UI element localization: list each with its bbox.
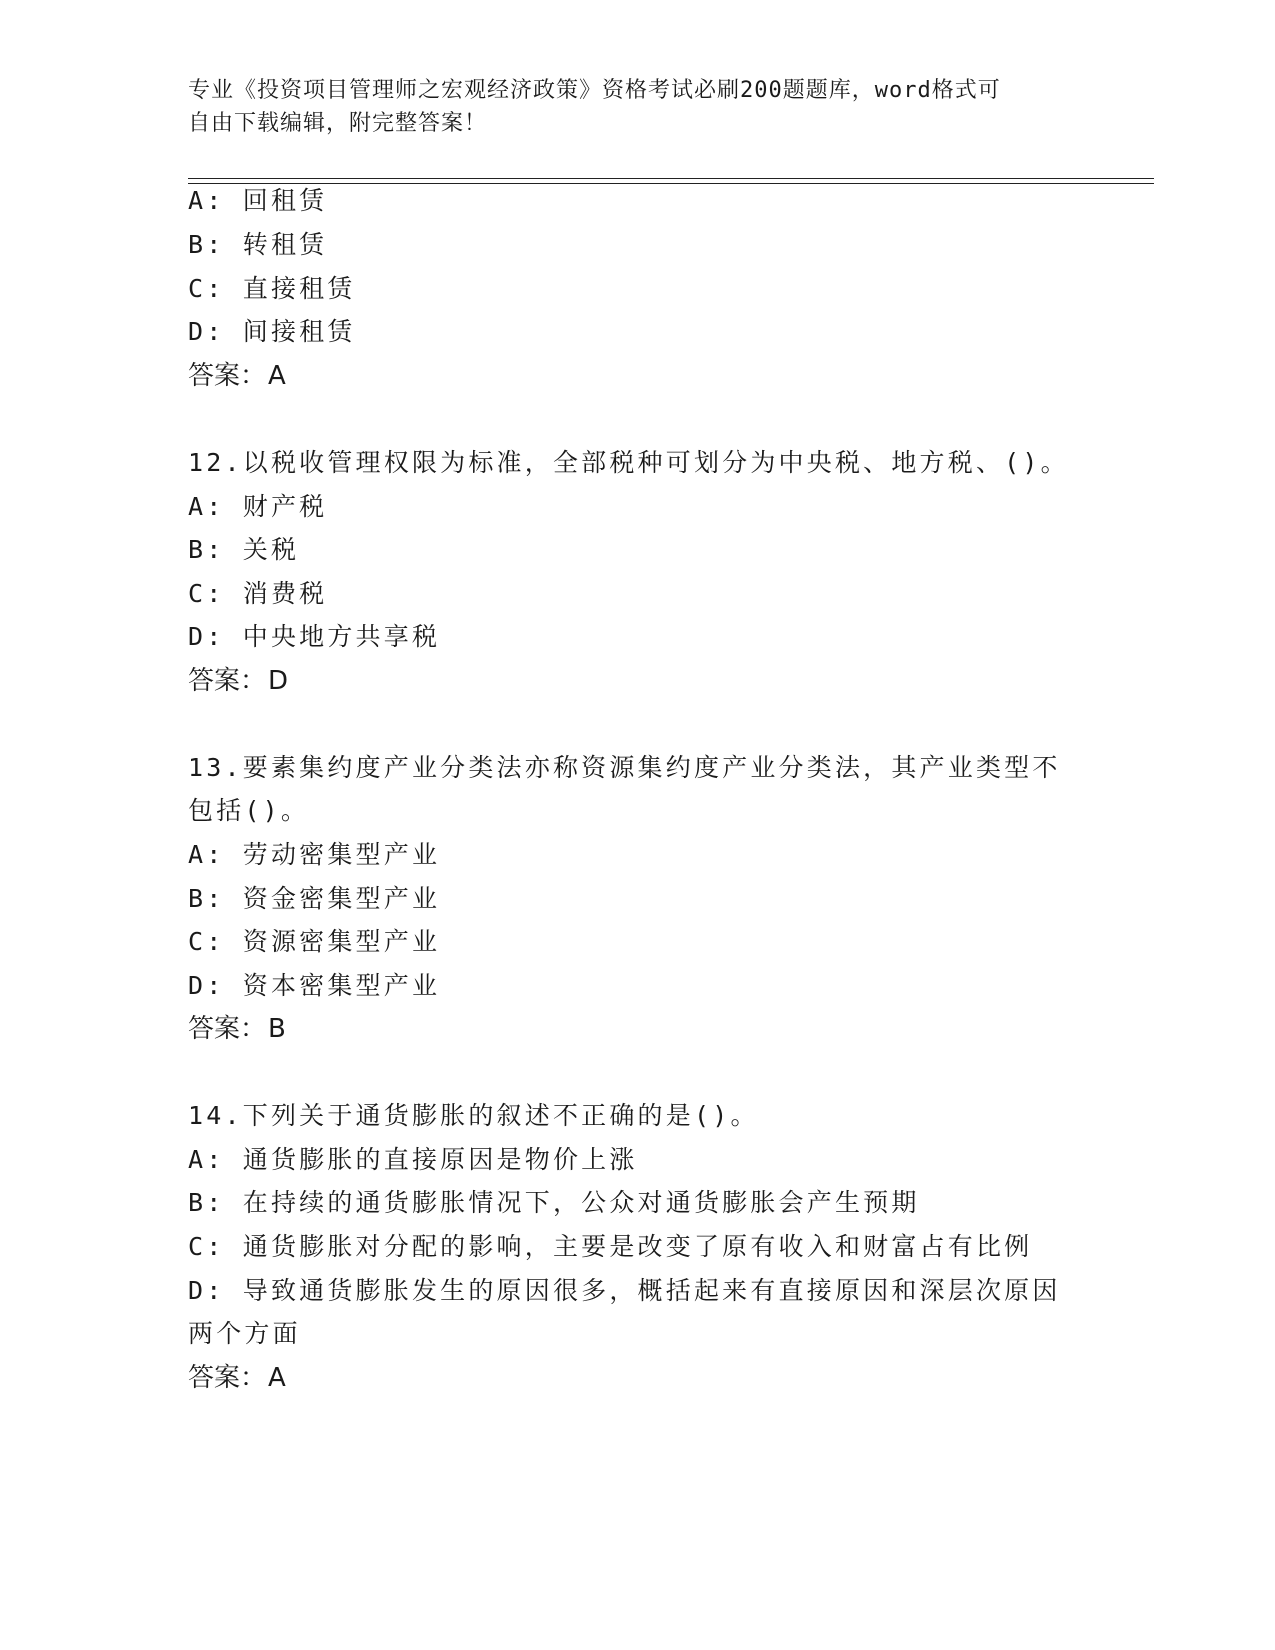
q13-stem-line-1: 13.要素集约度产业分类法亦称资源集约度产业分类法，其产业类型不 bbox=[188, 753, 1061, 782]
answer-label: 答案： bbox=[188, 361, 267, 391]
document-header bbox=[188, 74, 1088, 140]
q13-option-b: B: 资金密集型产业 bbox=[188, 884, 441, 913]
q12-option-c: C: 消费税 bbox=[188, 579, 328, 608]
q13-option-d: D: 资本密集型产业 bbox=[188, 971, 441, 1000]
q13-option-a: A: 劳动密集型产业 bbox=[188, 840, 441, 869]
q11-option-a: A: 回租赁 bbox=[188, 186, 328, 215]
answer-label: 答案： bbox=[188, 1014, 267, 1044]
q12-stem: 12.以税收管理权限为标准，全部税种可划分为中央税、地方税、()。 bbox=[188, 448, 1069, 477]
q14-option-a: A: 通货膨胀的直接原因是物价上涨 bbox=[188, 1145, 638, 1174]
q11-option-c: C: 直接租赁 bbox=[188, 274, 356, 303]
q14-option-d: D: 导致通货膨胀发生的原因很多，概括起来有直接原因和深层次原因 bbox=[188, 1276, 1061, 1305]
q12-option-d: D: 中央地方共享税 bbox=[188, 622, 441, 651]
answer-value: A bbox=[268, 1363, 286, 1393]
header-rule-bottom bbox=[188, 183, 1154, 184]
answer-label: 答案： bbox=[188, 666, 267, 696]
q14-option-c: C: 通货膨胀对分配的影响，主要是改变了原有收入和财富占有比例 bbox=[188, 1232, 1033, 1261]
answer-label: 答案： bbox=[188, 1363, 267, 1393]
answer-value: D bbox=[268, 666, 289, 696]
q14-option-b: B: 在持续的通货膨胀情况下，公众对通货膨胀会产生预期 bbox=[188, 1188, 920, 1217]
q13-answer bbox=[188, 1013, 286, 1045]
q14-stem: 14.下列关于通货膨胀的叙述不正确的是()。 bbox=[188, 1101, 759, 1130]
q13-stem-line-2: 包括()。 bbox=[188, 796, 310, 825]
q14-option-d-continued: 两个方面 bbox=[188, 1319, 301, 1348]
answer-value: B bbox=[268, 1014, 286, 1044]
q12-answer bbox=[188, 665, 288, 697]
q11-answer bbox=[188, 360, 286, 392]
q11-option-d: D: 间接租赁 bbox=[188, 317, 356, 346]
q12-option-a: A: 财产税 bbox=[188, 492, 328, 521]
q14-answer bbox=[188, 1362, 286, 1394]
header-line-2: 自由下载编辑，附完整答案！ bbox=[188, 111, 488, 136]
q11-option-b: B: 转租赁 bbox=[188, 230, 328, 259]
q12-option-b: B: 关税 bbox=[188, 535, 300, 564]
header-rule-top bbox=[188, 178, 1154, 179]
header-line-1: 专业《投资项目管理师之宏观经济政策》资格考试必刷200题题库，word格式可 bbox=[188, 78, 1001, 103]
q13-option-c: C: 资源密集型产业 bbox=[188, 927, 441, 956]
answer-value: A bbox=[268, 361, 286, 391]
